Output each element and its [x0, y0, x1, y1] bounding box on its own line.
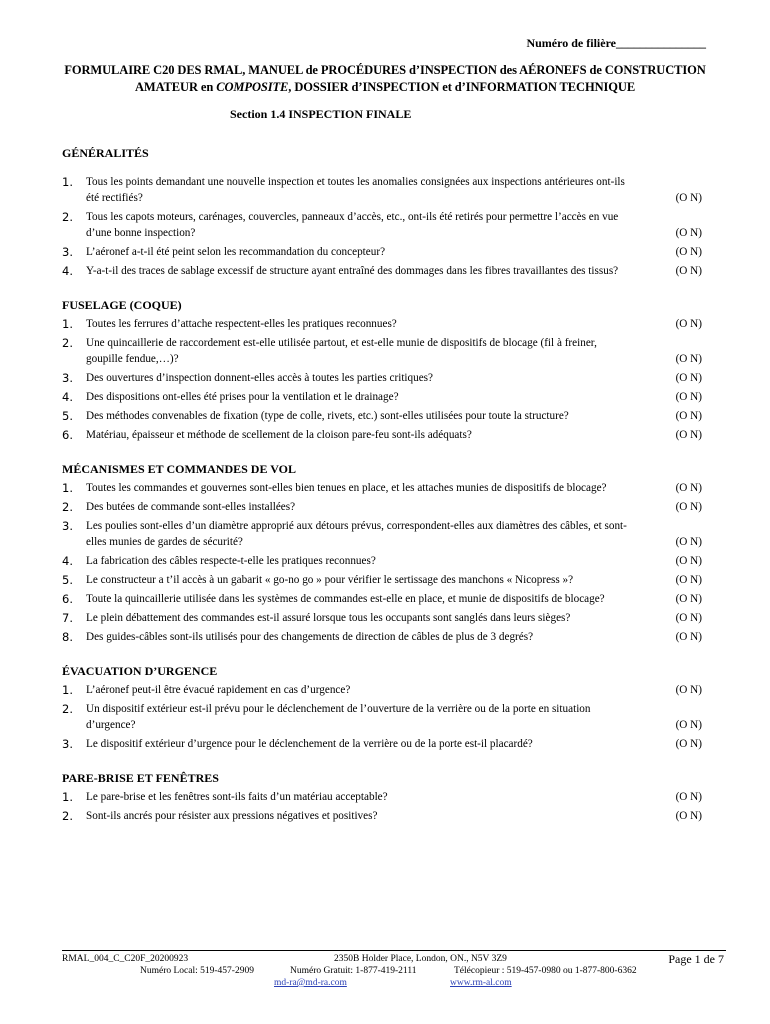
item-number: 1.	[62, 481, 73, 495]
yes-no-answer[interactable]: (O N)	[675, 791, 702, 803]
checklist-item	[62, 244, 702, 260]
checklist-item	[62, 682, 702, 698]
item-question: Y-a-t-il des traces de sablage excessif de structure ayant entraîné des dommages dans les fibres travaillantes des tissus?	[86, 265, 619, 277]
item-question: L’aéronef peut-il être évacué rapidement en cas d’urgence?	[86, 684, 351, 696]
checklist	[62, 145, 702, 842]
checklist-item	[62, 499, 702, 515]
item-question: Sont-ils ancrés pour résister aux pressions négatives et positives?	[86, 810, 378, 822]
yes-no-answer[interactable]: (O N)	[675, 482, 702, 494]
checklist-item	[62, 335, 702, 367]
section-heading: ÉVACUATION D’URGENCE	[62, 664, 218, 678]
checklist-item	[62, 736, 702, 752]
toll-free-phone: Numéro Gratuit: 1-877-419-2111	[290, 966, 417, 976]
yes-no-answer[interactable]: (O N)	[675, 227, 702, 239]
item-number: 5.	[62, 573, 73, 587]
item-question: Toutes les ferrures d’attache respectent-elles les pratiques reconnues?	[86, 318, 397, 330]
checklist-item	[62, 389, 702, 405]
yes-no-answer[interactable]: (O N)	[675, 501, 702, 513]
section-title: Section 1.4 INSPECTION FINALE	[230, 107, 412, 121]
file-number-field: Numéro de filière_______________	[526, 36, 706, 50]
item-number: 3.	[62, 371, 73, 385]
item-number: 1.	[62, 175, 73, 189]
section-heading: GÉNÉRALITÉS	[62, 146, 149, 160]
item-question: Des ouvertures d’inspection donnent-elles accès à toutes les parties critiques?	[86, 372, 434, 384]
item-question: Un dispositif extérieur est-il prévu pour le déclenchement de l’ouverture de la verrière ou de la porte en situation d’urgence?	[86, 703, 591, 731]
page-number: Page 1 de 7	[668, 952, 724, 966]
yes-no-answer[interactable]: (O N)	[675, 192, 702, 204]
item-number: 2.	[62, 500, 73, 514]
item-number: 1.	[62, 790, 73, 804]
yes-no-answer[interactable]: (O N)	[675, 372, 702, 384]
section-pare-brise	[62, 770, 702, 824]
checklist-item	[62, 572, 702, 588]
item-question: Les poulies sont-elles d’un diamètre approprié aux détours prévus, correspondent-elles aux diamètres des câbles, et sont-elles munies de gardes de sécurité?	[86, 520, 627, 548]
document-code: RMAL_004_C_C20F_20200923	[62, 954, 189, 964]
checklist-item	[62, 553, 702, 569]
yes-no-answer[interactable]: (O N)	[675, 246, 702, 258]
section-evacuation-urgence	[62, 663, 702, 752]
yes-no-answer[interactable]: (O N)	[675, 265, 702, 277]
footer-divider	[62, 950, 726, 951]
checklist-item	[62, 808, 702, 824]
item-number: 6.	[62, 428, 73, 442]
section-fuselage	[62, 297, 702, 443]
yes-no-answer[interactable]: (O N)	[675, 612, 702, 624]
checklist-item	[62, 480, 702, 496]
item-question: Tous les points demandant une nouvelle inspection et toutes les anomalies consignées aux inspections antérieures ont-ils été rectifiés?	[86, 176, 625, 204]
section-heading: PARE-BRISE ET FENÊTRES	[62, 771, 219, 785]
item-number: 3.	[62, 245, 73, 259]
yes-no-answer[interactable]: (O N)	[675, 738, 702, 750]
checklist-item	[62, 591, 702, 607]
item-number: 4.	[62, 554, 73, 568]
yes-no-answer[interactable]: (O N)	[675, 318, 702, 330]
yes-no-answer[interactable]: (O N)	[675, 631, 702, 643]
local-phone: Numéro Local: 519-457-2909	[140, 966, 254, 976]
item-number: 1.	[62, 317, 73, 331]
item-number: 4.	[62, 264, 73, 278]
section-heading: MÉCANISMES ET COMMANDES DE VOL	[62, 462, 297, 476]
fax-number: Télécopieur : 519-457-0980 ou 1-877-800-6362	[454, 966, 637, 976]
yes-no-answer[interactable]: (O N)	[675, 555, 702, 567]
item-question: Le constructeur a t’il accès à un gabarit « go-no go » pour vérifier le sertissage des manchons « Nicopress »?	[86, 574, 574, 586]
yes-no-answer[interactable]: (O N)	[675, 410, 702, 422]
yes-no-answer[interactable]: (O N)	[675, 574, 702, 586]
item-question: Des butées de commande sont-elles installées?	[86, 501, 296, 513]
item-question: La fabrication des câbles respecte-t-elle les pratiques reconnues?	[86, 555, 376, 567]
item-question: Tous les capots moteurs, carénages, couvercles, panneaux d’accès, etc., ont-ils été retirés pour permettre l’accès en vue d’une bonne inspection?	[86, 211, 619, 239]
item-number: 3.	[62, 737, 73, 751]
yes-no-answer[interactable]: (O N)	[675, 593, 702, 605]
item-number: 2.	[62, 809, 73, 823]
section-commandes-de-vol	[62, 461, 702, 645]
checklist-item	[62, 370, 702, 386]
yes-no-answer[interactable]: (O N)	[675, 391, 702, 403]
form-title-line2: AMATEUR en COMPOSITE, DOSSIER d’INSPECTION et d’INFORMATION TECHNIQUE	[134, 80, 636, 94]
item-question: Le plein débattement des commandes est-il assuré lorsque tous les occupants sont sanglés dans leurs sièges?	[86, 612, 571, 624]
item-number: 1.	[62, 683, 73, 697]
yes-no-answer[interactable]: (O N)	[675, 353, 702, 365]
section-generalites	[62, 145, 702, 279]
item-question: Toutes les commandes et gouvernes sont-elles bien tenues en place, et les attaches munies de dispositifs de blocage?	[86, 482, 607, 494]
yes-no-answer[interactable]: (O N)	[675, 684, 702, 696]
item-question: Le pare-brise et les fenêtres sont-ils faits d’un matériau acceptable?	[86, 791, 388, 803]
website-link[interactable]: www.rm-al.com	[450, 978, 512, 988]
checklist-item	[62, 629, 702, 645]
item-number: 4.	[62, 390, 73, 404]
checklist-item	[62, 789, 702, 805]
checklist-item	[62, 408, 702, 424]
email-link[interactable]: md-ra@md-ra.com	[274, 978, 347, 988]
item-number: 2.	[62, 336, 73, 350]
item-number: 2.	[62, 702, 73, 716]
item-question: Le dispositif extérieur d’urgence pour le déclenchement de la verrière ou de la porte est-il placardé?	[86, 738, 533, 750]
yes-no-answer[interactable]: (O N)	[675, 536, 702, 548]
item-question: Une quincaillerie de raccordement est-elle utilisée partout, et est-elle munie de dispositifs de blocage (fil à freiner, goupille fendue,…)?	[86, 337, 597, 365]
checklist-item	[62, 701, 702, 733]
item-number: 3.	[62, 519, 73, 533]
section-heading: FUSELAGE (COQUE)	[62, 298, 182, 312]
item-question: Toute la quincaillerie utilisée dans les systèmes de commandes est-elle en place, et munie de dispositifs de blocage?	[86, 593, 605, 605]
item-question: Matériau, épaisseur et méthode de scellement de la cloison pare-feu sont-ils adéquats?	[86, 429, 472, 441]
item-question: L’aéronef a-t-il été peint selon les recommandation du concepteur?	[86, 246, 386, 258]
item-question: Des méthodes convenables de fixation (type de colle, rivets, etc.) sont-elles utilisées pour toute la structure?	[86, 410, 569, 422]
item-question: Des guides-câbles sont-ils utilisés pour des changements de direction de câbles de plus de 3 degrés?	[86, 631, 534, 643]
office-address: 2350B Holder Place, London, ON., N5V 3Z9	[334, 954, 507, 964]
yes-no-answer[interactable]: (O N)	[675, 429, 702, 441]
form-title-line1: FORMULAIRE C20 DES RMAL, MANUEL de PROCÉDURES d’INSPECTION des AÉRONEFS de CONSTRUCTION	[64, 63, 706, 77]
form-title	[40, 62, 730, 96]
yes-no-answer[interactable]: (O N)	[675, 810, 702, 822]
checklist-item	[62, 427, 702, 443]
checklist-item	[62, 610, 702, 626]
item-number: 8.	[62, 630, 73, 644]
item-number: 7.	[62, 611, 73, 625]
yes-no-answer[interactable]: (O N)	[675, 719, 702, 731]
item-number: 5.	[62, 409, 73, 423]
checklist-item	[62, 174, 702, 206]
checklist-item	[62, 518, 702, 550]
checklist-item	[62, 263, 702, 279]
checklist-item	[62, 316, 702, 332]
item-question: Des dispositions ont-elles été prises pour la ventilation et le drainage?	[86, 391, 399, 403]
checklist-item	[62, 209, 702, 241]
item-number: 6.	[62, 592, 73, 606]
item-number: 2.	[62, 210, 73, 224]
